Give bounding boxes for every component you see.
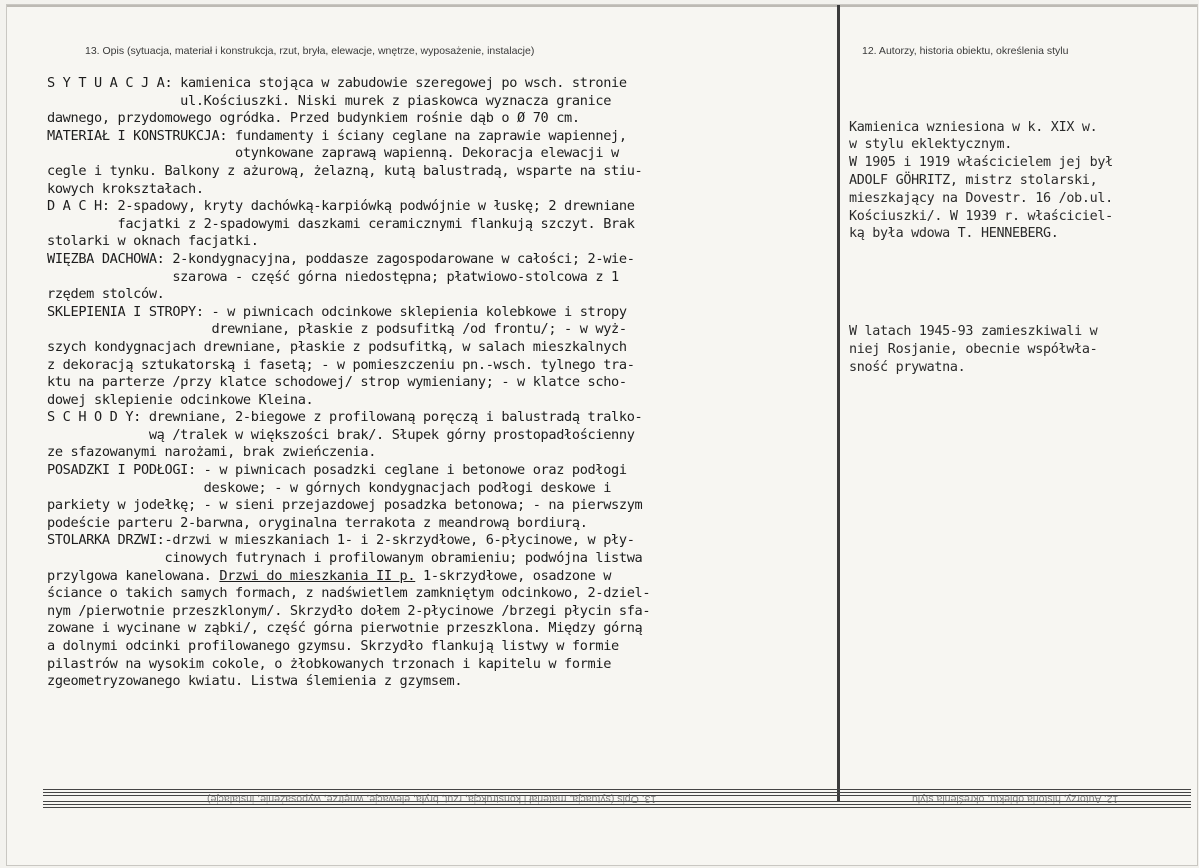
description-line: facjatki z 2-spadowymi daszkami ceramicznymi flankują szczyt. Brak [47,215,635,232]
description-line: STOLARKA DRZWI:-drzwi w mieszkaniach 1- i 2-skrzydłowe, 6-płycinowe, w pły- [47,532,635,549]
description-line: nym /pierwotnie przeszklonym/. Skrzydło dołem 2-płycinowe /brzegi płycin sfa- [47,602,651,619]
description-line: deskowe; - w górnych kondygnacjach podłogi deskowe i [47,479,612,496]
history-line: ką była wdowa T. HENNEBERG. [849,226,1059,242]
history-line: ADOLF GÖHRITZ, mistrz stolarski, [849,172,1098,188]
history-line: W 1905 i 1919 właścicielem jej był [849,155,1113,171]
history-line: Kościuszki/. W 1939 r. właściciel- [849,208,1113,224]
description-line: ze sfazowanymi narożami, brak zwieńczenia. [47,444,377,461]
section-13-header: 13. Opis (sytuacja, materiał i konstrukcja, rzut, bryła, elewacje, wnętrze, wyposażenie, instalacje) [85,45,535,57]
description-line: cinowych futrynach i profilowanym obramieniu; podwójna listwa [47,550,643,567]
description-line: parkiety w jodełkę; - w sieni przejazdowej posadzka betonowa; - na pierwszym [47,497,643,514]
description-line: wą /tralek w większości brak/. Słupek górny prostopadłościenny [47,426,635,443]
description-line: D A C H: 2-spadowy, kryty dachówką-karpiówką podwójnie w łuskę; 2 drewniane [47,198,635,215]
history-line: niej Rosjanie, obecnie współwła- [849,342,1098,358]
description-line: zowane i wycinane w ząbki/, część górna pierwotnie przeszklona. Między górną [47,620,643,637]
description-line: stolarki w oknach facjatki. [47,233,259,250]
description-line: z dekoracją sztukatorską i fasetą; - w pomieszczeniu pn.-wsch. tylnego tra- [47,356,635,373]
history-paragraph-1 [849,119,1197,244]
section-12-header: 12. Autorzy, historia obiektu, określenia stylu [862,45,1069,57]
history-line: sność prywatna. [849,359,966,375]
description-line: ktu na parterze /przy klatce schodowej/ strop wymieniany; - w klatce scho- [47,374,627,391]
description-line: szarowa - część górna niedostępna; płatwiowo-stolcowa z 1 [47,268,619,285]
history-line: Kamienica wzniesiona w k. XIX w. [849,119,1098,135]
description-line: SKLEPIENIA I STROPY: - w piwnicach odcinkowe sklepienia kolebkowe i stropy [47,303,627,320]
description-line: drewniane, płaskie z podsufitką /od frontu/; - w wyż- [47,321,627,338]
description-line: przylgowa kanelowana. Drzwi do mieszkania II p. 1-skrzydłowe, osadzone w [47,567,612,584]
history-line: mieszkający na Dovestr. 16 /ob.ul. [849,190,1113,206]
description-text [47,75,837,691]
description-line: MATERIAŁ I KONSTRUKCJA: fundamenty i ściany ceglane na zaprawie wapiennej, [47,127,627,144]
description-line: ściance o takich samych formach, z nadświetlem zamkniętym odcinkowo, 2-dziel- [47,585,651,602]
description-line: zgeometryzowanego kwiatu. Listwa ślemienia z gzymsem. [47,673,463,690]
history-line: w stylu eklektycznym. [849,137,1012,153]
history-paragraph-2 [849,323,1197,376]
description-line: S C H O D Y: drewniane, 2-biegowe z profilowaną poręczą i balustradą tralko- [47,409,643,426]
description-line: otynkowane zaprawą wapienną. Dekoracja elewacji w [47,145,619,162]
description-line: WIĘZBA DACHOWA: 2-kondygnacyjna, poddasze zagospodarowane w całości; 2-wie- [47,250,635,267]
mirrored-header-right: 12. Autorzy, historia obiektu, określenia stylu [912,793,1119,805]
description-line: rzędem stolców. [47,286,165,303]
history-line: W latach 1945-93 zamieszkiwali w [849,324,1098,340]
description-line: dowej sklepienie odcinkowe Kleina. [47,391,314,408]
top-border [7,5,1197,7]
record-card [6,4,1198,866]
description-line: a dolnymi odcinki profilowanego gzymsu. Skrzydło flankują listwy w formie [47,638,619,654]
column-divider [837,5,840,801]
history-text [849,83,1197,412]
description-line: POSADZKI I PODŁOGI: - w piwnicach posadzki ceglane i betonowe oraz podłogi [47,462,627,479]
description-line: kowych krokształach. [47,180,204,197]
description-line: dawnego, przydomowego ogródka. Przed budynkiem rośnie dąb o Ø 70 cm. [47,110,580,127]
description-line: cegle i tynku. Balkony z ażurową, żelazną, kutą balustradą, wsparte na stiu- [47,162,643,179]
description-line: pilastrów na wysokim cokole, o żłobkowanych trzonach i kapitelu w formie [47,655,612,672]
description-line: podeście parteru 2-barwna, oryginalna terrakota z meandrową bordiurą. [47,514,588,531]
description-line: szych kondygnacjach drewniane, płaskie z podsufitką, w salach mieszkalnych [47,338,627,355]
mirrored-header-left: 13. Opis (sytuacja, materiał i konstrukcja, rzut, bryła, elewacje, wnętrze, wyposażenie, instalacje) [207,793,657,805]
description-line: ul.Kościuszki. Niski murek z piaskowca wyznacza granice [47,92,612,109]
description-line: S Y T U A C J A: kamienica stojąca w zabudowie szeregowej po wsch. stronie [47,75,627,91]
